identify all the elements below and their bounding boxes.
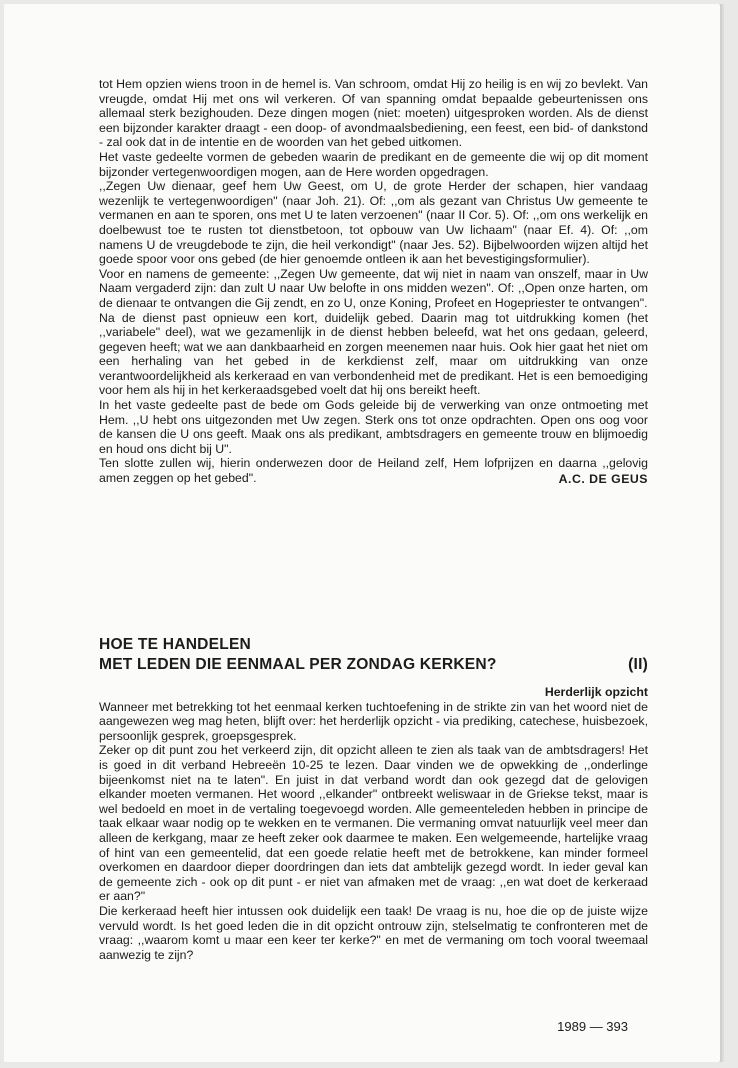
paragraph: ,,Zegen Uw dienaar, geef hem Uw Geest, om U, de grote Herder der schapen, hier vandaag wezenlijk te vertegenwoordigen" (naar Joh. 21). Of: ,,om als gezant van Christus Uw gemeente te vermanen en aan te sporen, ons met U te laten verzoenen" (naar II Cor. 5). Of: ,,om ons werkelijk en doelbewust toe te rusten tot dienstbetoon, tot opbouw van Uw lichaam" (naar Ef. 4). Of: ,,om namens U de vreugdebode te zijn, die heil verkondigt" (naar Jes. 52). Bijbelwoorden wijzen altijd het goede spoor voor ons gebed (de hier genoemde ontleen ik aan het bevestigingsformulier). [99, 179, 648, 267]
article-body [99, 77, 648, 486]
paragraph: Na de dienst past opnieuw een kort, duidelijk gebed. Daarin mag tot uitdrukking komen (het ,,variabele" deel), wat we gezamenlijk in de dienst hebben beleefd, wat het ons gedaan, geleerd, gegeven heeft; wat we aan dankbaarheid en zorgen meenemen naar huis. Ook hier gaat het niet om een herhaling van het gebed in de kerkdienst zelf, maar om uitdrukking van onze verantwoordelijkheid als kerkeraad en van verbondenheid met de predikant. Het is een bemoediging voor hem als hij in het kerkeraadsgebed voelt dat hij ons bereikt heeft. [99, 310, 648, 398]
paragraph: Zeker op dit punt zou het verkeerd zijn, dit opzicht alleen te zien als taak van de ambtsdragers! Het is goed in dit verband Hebreeën 10-25 te lezen. Daar vinden we de opwekking de ,,onderlinge bijeenkomst niet na te laten". En juist in dat verband wordt dan ook gezegd dat de gelovigen elkander moeten vermanen. Het woord ,,elkander" ontbreekt weliswaar in de Griekse tekst, maar is wel bedoeld en moet in de vertaling toegevoegd worden. Alle gemeenteleden hebben in principe de taak elkaar waar nodig op te wekken en te vermanen. Die vermaning omvat natuurlijk veel meer dan alleen de kerkgang, maar ze heeft zeker ook daarmee te maken. Een welgemeende, hartelijke vraag of hint van een gemeentelid, dat een goede relatie heeft met de betrokkene, kan minder formeel overkomen en daardoor dieper doordringen dan iets dat ambtelijk gezegd wordt. In ieder geval kan de gemeente zich - ook op dit punt - er niet van afmaken met de vraag: ,,en wat doet de kerkeraad er aan?" [99, 743, 648, 904]
section-subheading: Herderlijk opzicht [544, 685, 648, 699]
paragraph: In het vaste gedeelte past de bede om Gods geleide bij de verwerking van onze ontmoeting met Hem. ,,U hebt ons uitgezonden met Uw zegen. Sterk ons tot onze opdrachten. Open ons oog voor de kansen die U ons geeft. Maak ons als predikant, ambtsdragers en gemeente trouw en blijmoedig en houd ons dicht bij U". [99, 398, 648, 456]
title-line-2: MET LEDEN DIE EENMAAL PER ZONDAG KERKEN? [99, 656, 497, 673]
author-signature: A.C. DE GEUS [558, 471, 648, 486]
paragraph: Ten slotte zullen wij, hierin onderwezen door de Heiland zelf, Hem lofprijzen en daarna ,,gelovig amen zeggen op het gebed". [99, 456, 648, 486]
page [4, 4, 720, 1062]
page-number: 1989 — 393 [557, 1019, 628, 1034]
article-title [99, 635, 648, 675]
paragraph: Wanneer met betrekking tot het eenmaal kerken tuchtoefening in de strikte zin van het woord niet de aangewezen weg mag heten, blijft over: het herderlijk opzicht - via prediking, catechese, huisbezoek, persoonlijk gesprek, groepsgesprek. [99, 699, 648, 743]
paragraph: tot Hem opzien wiens troon in de hemel is. Van schroom, omdat Hij zo heilig is en wij zo bevlekt. Van vreugde, omdat Hij met ons wil verkeren. Of van spanning omdat bepaalde gebeurtenissen ons allemaal sterk bezighouden. Deze dingen mogen (niet: moeten) uitgesproken worden. Als de dienst een bijzonder karakter draagt - een doop- of avondmaalsbediening, een feest, een bid- of dankstond - zal ook dat in de intentie en de woorden van het gebed uitkomen. [99, 77, 648, 150]
part-number: (II) [628, 656, 648, 673]
title-line-2-row [99, 655, 648, 675]
paragraph: Die kerkeraad heeft hier intussen ook duidelijk een taak! De vraag is nu, hoe die op de juiste wijze vervuld wordt. Is het goed leden die in dit opzicht ontrouw zijn, stelselmatig te confronteren met de vraag: ,,waarom komt u maar een keer ter kerke?" en met de vermaning om toch vooral tweemaal aanwezig te zijn? [99, 903, 648, 962]
title-line-1: HOE TE HANDELEN [99, 636, 252, 653]
paragraph: Voor en namens de gemeente: ,,Zegen Uw gemeente, dat wij niet in naam van onszelf, maar in Uw Naam vergaderd zijn: dan zult U naar Uw belofte in ons midden wezen". Of: ,,Open onze harten, om de dienaar te ontvangen die Gij zendt, en zo U, onze Koning, Profeet en Hogepriester te ontvangen". [99, 266, 648, 310]
article2-body [99, 685, 648, 962]
paragraph: Het vaste gedeelte vormen de gebeden waarin de predikant en de gemeente die wij op dit moment bijzonder vertegenwoordigen mogen, aan de Here worden opgedragen. [99, 149, 648, 179]
